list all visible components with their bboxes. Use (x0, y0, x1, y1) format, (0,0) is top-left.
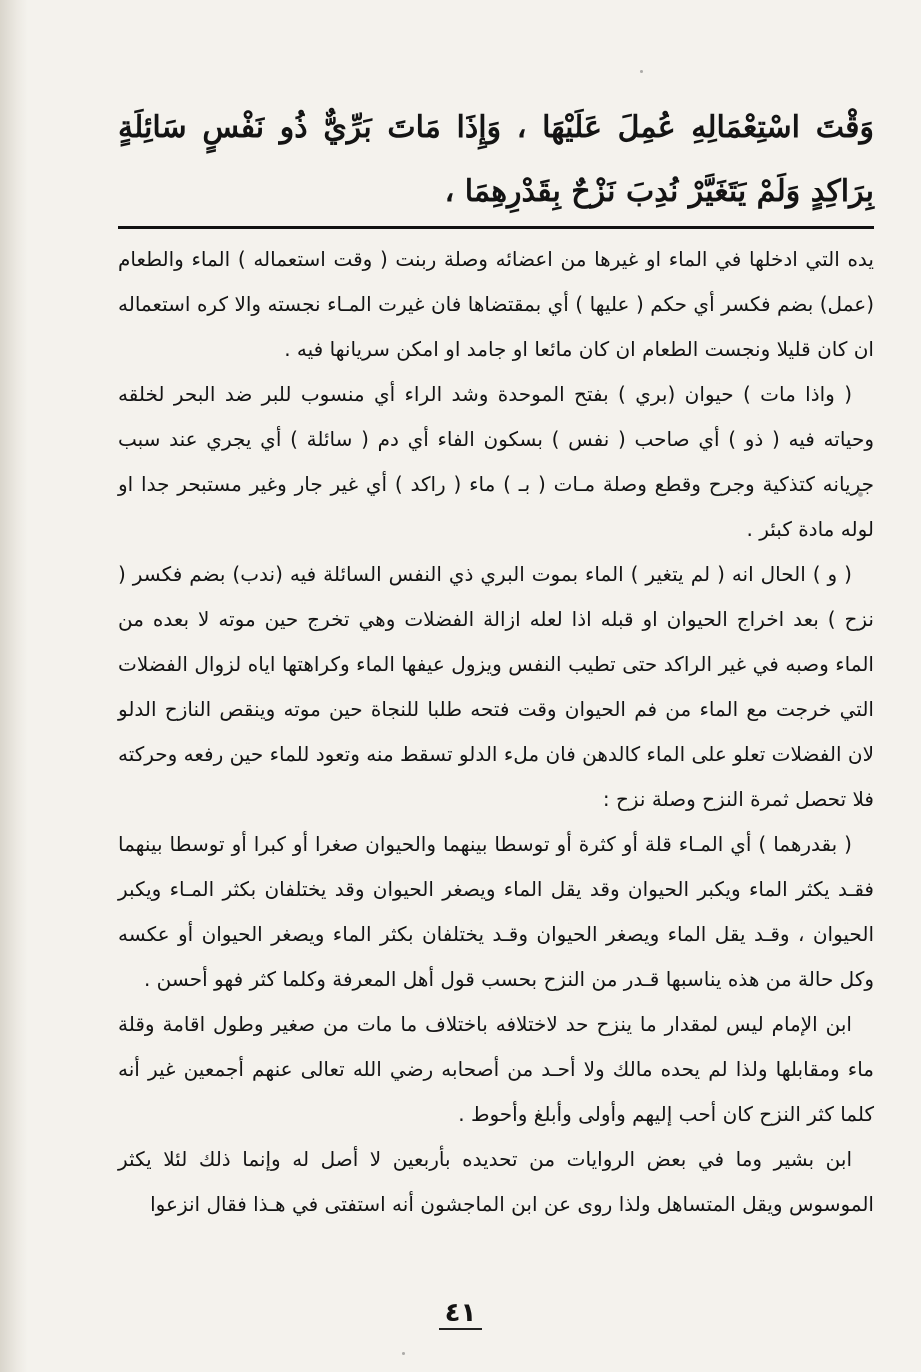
page-number (0, 1298, 921, 1330)
commentary-paragraph: ( و ) الحال انه ( لم يتغير ) الماء بموت البري ذي النفس السائلة فيه (ندب) بضم فكسر ( نزح ) بعد اخراج الحيوان او قبله اذا لعله ازالة الفضلات وهي تخرج حين موته لا بعده من الماء وصبه في غير الراكد حتى تطيب النفس ويزول عيفها الماء وكراهتها اياه لزوال الفضلات التي خرجت مع الماء من فم الحيوان وقت فتحه طلبا للنجاة حين موته وينقص النازح الدلو لان الفضلات تعلو على الماء كالدهن فان ملء الدلو تسقط منه وتعود للماء حين رفعه وحركته فلا تحصل ثمرة النزح وصلة نزح : (117, 562, 874, 811)
paper-speck (640, 70, 643, 73)
commentary-paragraph: يده التي ادخلها في الماء او غيرها من اعضائه وصلة ربنت ( وقت استعماله ) الماء والطعام (عمل) بضم فكسر أي حكم ( عليها ) أي بمقتضاها فان غيرت المـاء نجسته والا كره استعماله ان كان قليلا ونجست الطعام ان كان مائعا او جامد او امكن سريانها فيه . (118, 247, 874, 361)
paper-speck (402, 1352, 405, 1355)
page-number-label: ٤١ (439, 1298, 483, 1330)
commentary-paragraph: ( واذا مات ) حيوان (بري ) بفتح الموحدة وشد الراء أي منسوب للبر ضد البحر لخلقه وحياته فيه ( ذو ) أي صاحب ( نفس ) بسكون الفاء أي دم ( سائلة ) أي يجري عند سبب جريانه كتذكية وجرح وقطع وصلة مـات ( بـ ) ماء ( راكد ) أي غير جار وغير مستبحر جدا او لوله مادة كبئر . (118, 382, 874, 541)
commentary-paragraph: ابن بشير وما في بعض الروايات من تحديده بأربعين لا أصل له وإنما ذلك لئلا يكثر الموسوس ويقل المتساهل ولذا روى عن ابن الماجشون أنه استفتى في هـذا فقال انزعوا (118, 1147, 874, 1216)
commentary-paragraph: ابن الإمام ليس لمقدار ما ينزح حد لاختلافه باختلاف ما مات من صغير وطول اقامة وقلة ماء ومقابلها ولذا لم يحده مالك ولا أحـد من أصحابه رضي الله تعالى عنهم أجمعين غير أنه كلما كثر النزح كان أحب إليهم وأولى وأبلغ وأحوط . (118, 1012, 874, 1126)
header-divider (118, 226, 874, 229)
commentary-paragraph: ( بقدرهما ) أي المـاء قلة أو كثرة أو توسطا بينهما والحيوان صغرا أو كبرا أو توسطا بينهما فقـد يكثر الماء ويكبر الحيوان وقد يقل الماء ويصغر الحيوان وقد يختلفان بكثر المـاء ويكبر الحيوان ، وقـد يقل الماء ويصغر الحيوان وقـد يختلفان بكثر الماء ويصغر الحيوان أو عكسه وكل حالة من هذه يناسبها قـدر من النزح بحسب قول أهل المعرفة وكلما كثر فهو أحسن . (118, 832, 874, 991)
page-binding-edge (0, 0, 28, 1372)
page-content (118, 96, 874, 1227)
paper-speck (858, 492, 863, 497)
matn-verse: وَقْتَ اسْتِعْمَالِهِ عُمِلَ عَلَيْهَا ، وَإِذَا مَاتَ بَرِّيٌّ ذُو نَفْسٍ سَائِلَةٍ بِرَاكِدٍ وَلَمْ يَتَغَيَّرْ نُدِبَ نَزْحٌ بِقَدْرِهِمَا ، (118, 110, 874, 209)
